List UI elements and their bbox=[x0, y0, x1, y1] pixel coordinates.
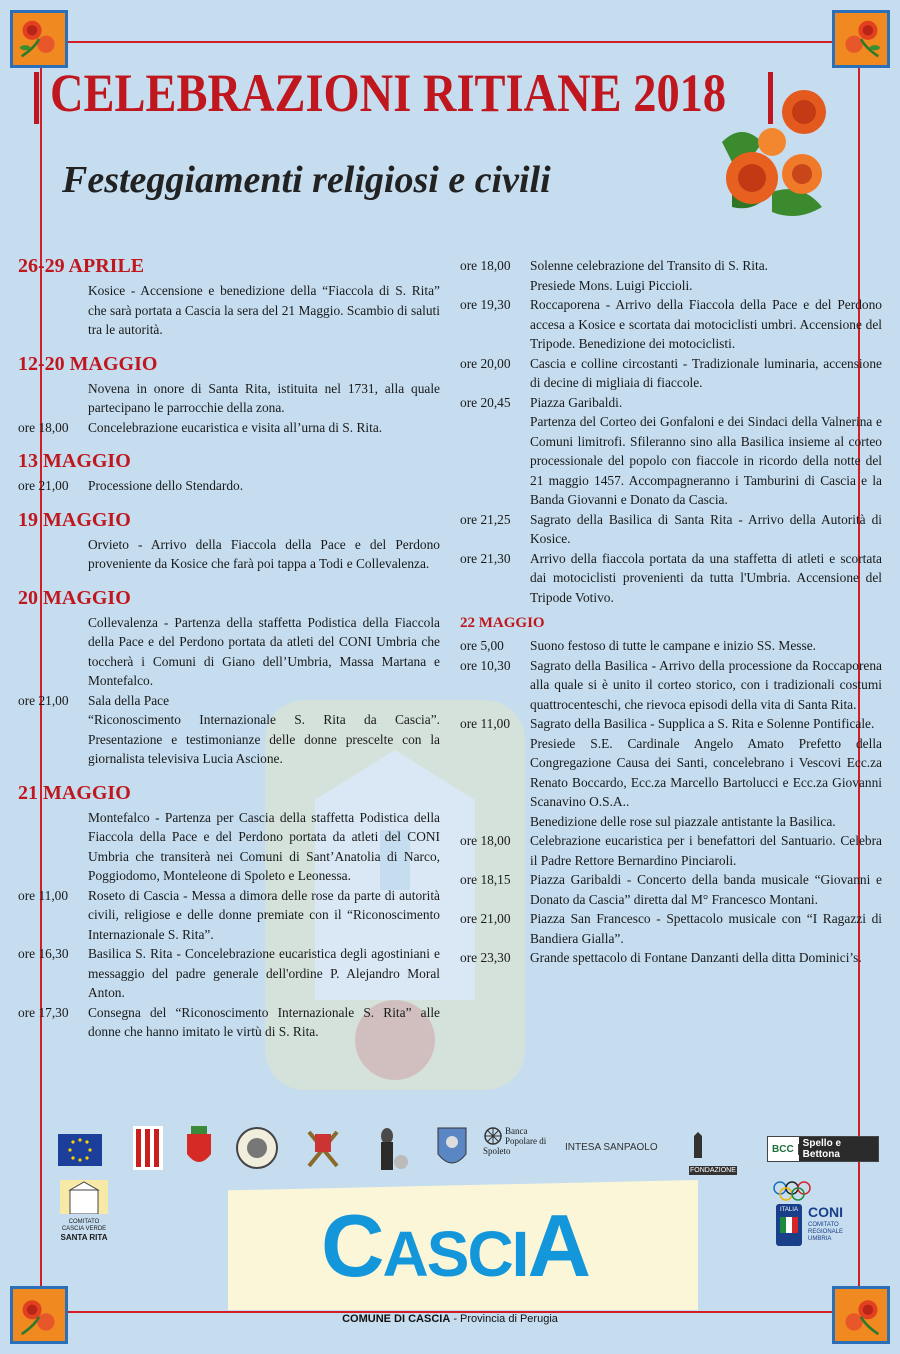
corner-rose-icon bbox=[10, 10, 68, 68]
page-subtitle: Festeggiamenti religiosi e civili bbox=[62, 159, 551, 201]
coni-logo bbox=[770, 1180, 880, 1270]
border-top bbox=[40, 41, 858, 43]
bcc-logo bbox=[767, 1136, 879, 1162]
event-time: ore 21,30 bbox=[460, 550, 511, 566]
event-text: Arrivo della fiaccola portata da una staffetta di atleti e scortata dai motociclisti provenienti da tutta l'Umbria. Accensione del Tripode Votivo. bbox=[530, 550, 882, 605]
event-text: Collevalenza - Partenza della staffetta Podistica della Fiaccola della Pace e del Perdono portata da atleti del CONI Umbria che toccherà i Comuni di Giano dell’Umbria, Massa Martana e Montefalco. bbox=[88, 614, 440, 688]
event-entry bbox=[18, 944, 440, 1003]
date-heading: 12-20 MAGGIO bbox=[18, 352, 158, 375]
event-time: ore 21,00 bbox=[460, 911, 511, 926]
coni-label: CONI bbox=[808, 1204, 843, 1220]
coni-sub-label: COMITATO REGIONALE UMBRIA bbox=[808, 1222, 844, 1242]
event-time: ore 18,00 bbox=[460, 258, 511, 273]
event-time: ore 21,25 bbox=[460, 511, 511, 527]
event-entry bbox=[18, 476, 440, 496]
event-text: Sala della Pace bbox=[88, 692, 170, 708]
event-time bbox=[18, 710, 88, 769]
event-entry bbox=[18, 613, 440, 691]
event-text: Piazza Garibaldi. bbox=[530, 394, 623, 410]
event-time: ore 16,30 bbox=[18, 946, 69, 961]
event-text: Presiede S.E. Cardinale Angelo Amato Prefetto della Congregazione Causa dei Santi, concelebrano i Vescovi Ecc.za Renato Boccardo, Ecc.za Marcello Bartolucci e Ecc.za Giovanni Scanavino O.S.A.. bbox=[530, 735, 882, 809]
cascia-letters-mid: ASCI bbox=[382, 1218, 528, 1290]
event-text: Grande spettacolo di Fontane Danzanti della ditta Dominici’s. bbox=[530, 950, 862, 965]
event-entry bbox=[18, 691, 440, 711]
event-time bbox=[460, 812, 530, 832]
event-text: Celebrazione eucaristica per i benefattori del Santuario. Celebra il Padre Rettore Bernardino Pinciaroli. bbox=[530, 833, 882, 868]
right-column bbox=[460, 256, 882, 968]
cascia-letter-c: C bbox=[320, 1196, 383, 1295]
italy-emblem-icon bbox=[133, 1126, 163, 1170]
day-12-20-maggio bbox=[18, 352, 440, 438]
province-seal-icon bbox=[235, 1126, 279, 1170]
event-entry bbox=[18, 808, 440, 886]
event-time: ore 21,00 bbox=[18, 692, 69, 708]
event-text: Piazza Garibaldi - Concerto della banda musicale “Giovanni e Donato da Cascia” diretta dal M° Francesco Montani. bbox=[530, 872, 882, 907]
comune-province: - Provincia di Perugia bbox=[450, 1313, 558, 1325]
event-text: Processione dello Stendardo. bbox=[88, 478, 244, 493]
event-time bbox=[18, 808, 88, 886]
event-text: Novena in onore di Santa Rita, istituita nel 1731, alla quale partecipano le parrocchie della zona. bbox=[88, 380, 440, 415]
corner-rose-icon bbox=[832, 1286, 890, 1344]
event-entry bbox=[460, 549, 882, 608]
italia-label: ITALIA bbox=[780, 1207, 798, 1213]
event-entry bbox=[460, 256, 882, 276]
event-entry bbox=[18, 379, 440, 418]
bell-tower-icon bbox=[689, 1132, 707, 1158]
event-time bbox=[460, 276, 530, 296]
event-entry bbox=[460, 656, 882, 715]
sponsor-logos bbox=[55, 1122, 885, 1184]
event-entry bbox=[460, 412, 882, 510]
event-time: ore 18,00 bbox=[18, 419, 69, 435]
event-text: Roseto di Cascia - Messa a dimora delle rose da parte di autorità civili, religiose e delle donne premiate con il “Riconoscimento Internazionale S. Rita”. bbox=[88, 887, 440, 942]
date-heading: 21 MAGGIO bbox=[18, 781, 131, 804]
day-13-maggio bbox=[18, 449, 440, 496]
day-26-29-aprile bbox=[18, 254, 440, 340]
event-entry bbox=[460, 636, 882, 656]
event-entry bbox=[460, 831, 882, 870]
date-heading: 20 MAGGIO bbox=[18, 586, 131, 609]
event-text: Presiede Mons. Luigi Piccioli. bbox=[530, 277, 693, 293]
date-heading: 13 MAGGIO bbox=[18, 450, 131, 472]
event-time: ore 18,00 bbox=[460, 833, 511, 848]
event-text: Suono festoso di tutte le campane e inizio SS. Messe. bbox=[530, 638, 816, 653]
event-entry bbox=[460, 909, 882, 948]
olympic-rings-icon bbox=[772, 1180, 812, 1202]
event-entry bbox=[460, 510, 882, 549]
corner-rose-icon bbox=[832, 10, 890, 68]
event-time: ore 21,00 bbox=[18, 478, 69, 493]
event-entry bbox=[460, 948, 882, 968]
event-text: Sagrato della Basilica - Supplica a S. Rita e Solenne Pontificale. bbox=[530, 716, 875, 731]
region-crest-icon bbox=[183, 1126, 215, 1172]
event-text: Partenza del Corteo dei Gonfaloni e dei Sindaci della Valnerina e Comuni limitrofi. Sfileranno sino alla Basilica insieme al corteo processionale del popolo con fiaccole in ricordo della notte del 21 maggio 1457. Accompagneranno i Tamburini di Cascia e la Banda Giovanni e Donato da Cascia. bbox=[530, 414, 882, 507]
event-entry bbox=[460, 354, 882, 393]
event-entry bbox=[460, 870, 882, 909]
event-time: ore 10,30 bbox=[460, 657, 511, 673]
eu-flag-icon bbox=[58, 1134, 102, 1166]
event-entry bbox=[18, 281, 440, 340]
comune-name: COMUNE DI CASCIA bbox=[342, 1313, 451, 1325]
event-time bbox=[18, 613, 88, 691]
event-entry bbox=[460, 734, 882, 812]
italia-shield-icon bbox=[776, 1204, 802, 1246]
date-heading: 22 MAGGIO bbox=[460, 615, 545, 631]
event-time bbox=[460, 412, 530, 510]
comitato-label: COMITATO CASCIA VERDE bbox=[61, 1219, 107, 1232]
event-time bbox=[460, 734, 530, 812]
event-time: ore 20,00 bbox=[460, 355, 511, 371]
cascia-wordmark bbox=[275, 1196, 635, 1304]
event-time: ore 19,30 bbox=[460, 297, 511, 312]
event-text: Basilica S. Rita - Concelebrazione eucaristica degli agostiniani e messaggio del padre generale dell'ordine P. Alejandro Moral Anton. bbox=[88, 946, 440, 1000]
event-entry bbox=[18, 1003, 440, 1042]
event-time: ore 23,30 bbox=[460, 950, 511, 965]
event-time bbox=[18, 281, 88, 340]
event-entry bbox=[460, 276, 882, 296]
event-text: Sagrato della Basilica di Santa Rita - Arrivo della Autorità di Kosice. bbox=[530, 511, 882, 546]
day-21-maggio bbox=[18, 781, 440, 1042]
event-time bbox=[18, 379, 88, 418]
roses-bouquet-icon bbox=[712, 82, 832, 232]
church-icon bbox=[60, 1180, 108, 1214]
saint-figure-icon bbox=[375, 1126, 409, 1172]
event-text: Sagrato della Basilica - Arrivo della processione da Roccaporena alla quale si è unito il corteo storico, con i tradizionali costumi quattrocenteschi, che rievoca episodi della vita di Santa Rita. bbox=[530, 657, 882, 712]
bank-name: Banca Popolare di Spoleto bbox=[483, 1126, 547, 1156]
day-19-maggio bbox=[18, 508, 440, 574]
bank-wheel-icon bbox=[483, 1126, 503, 1146]
comitato-sub: SANTA RITA bbox=[60, 1233, 108, 1242]
intesa-logo: INTESA SANPAOLO bbox=[565, 1142, 658, 1153]
event-time: ore 18,15 bbox=[460, 872, 511, 887]
event-text: Roccaporena - Arrivo della Fiaccola della Pace e del Perdono accesa a Kosice e scortata dai motociclisti umbri. Accensione del Tripode. Benedizione dei motociclisti. bbox=[530, 297, 882, 351]
bcc-mark: BCC bbox=[768, 1144, 799, 1155]
event-text: Piazza San Francesco - Spettacolo musicale con “I Ragazzi di Bandiera Gialla”. bbox=[530, 911, 882, 946]
event-time: ore 20,45 bbox=[460, 394, 511, 410]
left-column bbox=[18, 254, 440, 1042]
event-entry bbox=[18, 710, 440, 769]
bank-logo bbox=[483, 1126, 553, 1172]
event-time: ore 5,00 bbox=[460, 638, 504, 653]
date-heading: 19 MAGGIO bbox=[18, 508, 131, 531]
page-title: CELEBRAZIONI RITIANE 2018 bbox=[50, 63, 727, 123]
comitato-santa-rita-logo bbox=[60, 1180, 108, 1242]
event-text: Concelebrazione eucaristica e visita all’urna di S. Rita. bbox=[88, 419, 383, 435]
title-bar-left bbox=[34, 72, 39, 124]
day-20-maggio bbox=[18, 586, 440, 769]
event-text: Benedizione delle rose sul piazzale antistante la Basilica. bbox=[530, 813, 836, 829]
event-entry bbox=[18, 886, 440, 945]
event-text: Cascia e colline circostanti - Tradizionale luminaria, accensione di decine di migliaia di fiaccole. bbox=[530, 355, 882, 390]
cascia-letter-a: A bbox=[527, 1196, 590, 1295]
keys-emblem-icon bbox=[303, 1126, 343, 1172]
event-entry bbox=[18, 535, 440, 574]
fondazione-logo bbox=[689, 1132, 739, 1174]
event-entry bbox=[460, 812, 882, 832]
event-time bbox=[18, 535, 88, 574]
event-text: Solenne celebrazione del Transito di S. Rita. bbox=[530, 258, 769, 273]
corner-rose-icon bbox=[10, 1286, 68, 1344]
comune-footer bbox=[300, 1313, 600, 1325]
event-time: ore 11,00 bbox=[460, 716, 511, 731]
event-text: Kosice - Accensione e benedizione della “Fiaccola di S. Rita” che sarà portata a Cascia la sera del 21 Maggio. Scambio di saluti tra le autorità. bbox=[88, 283, 440, 337]
event-text: Consegna del “Riconoscimento Internazionale S. Rita” alle donne che hanno imitato le virtù di S. Rita. bbox=[88, 1004, 440, 1039]
event-entry bbox=[460, 295, 882, 354]
date-heading: 26-29 APRILE bbox=[18, 255, 145, 277]
event-time: ore 11,00 bbox=[18, 887, 69, 903]
cascia-crest-icon bbox=[435, 1124, 469, 1172]
event-text: “Riconoscimento Internazionale S. Rita da Cascia”. Presentazione e testimonianze delle donne prescelte con la giornalista televisiva Lucia Ascione. bbox=[88, 712, 440, 766]
fondazione-label: FONDAZIONE bbox=[690, 1167, 736, 1174]
bcc-name: Spello e Bettona bbox=[799, 1137, 878, 1161]
event-time: ore 17,30 bbox=[18, 1004, 69, 1020]
event-text: Montefalco - Partenza per Cascia della staffetta Podistica della Fiaccola della Pace e del Perdono portata da atleti del CONI Umbria che transiterà nei Comuni di Sant’Anatolia di Narco, Poggiodomo, Monteleone di Spoleto e Leonessa. bbox=[88, 809, 440, 883]
event-text: Orvieto - Arrivo della Fiaccola della Pace e del Perdono proveniente da Kosice che farà poi tappa a Todi e Collevalenza. bbox=[88, 536, 440, 571]
event-entry bbox=[18, 418, 440, 438]
event-entry bbox=[460, 393, 882, 413]
event-entry bbox=[460, 714, 882, 734]
